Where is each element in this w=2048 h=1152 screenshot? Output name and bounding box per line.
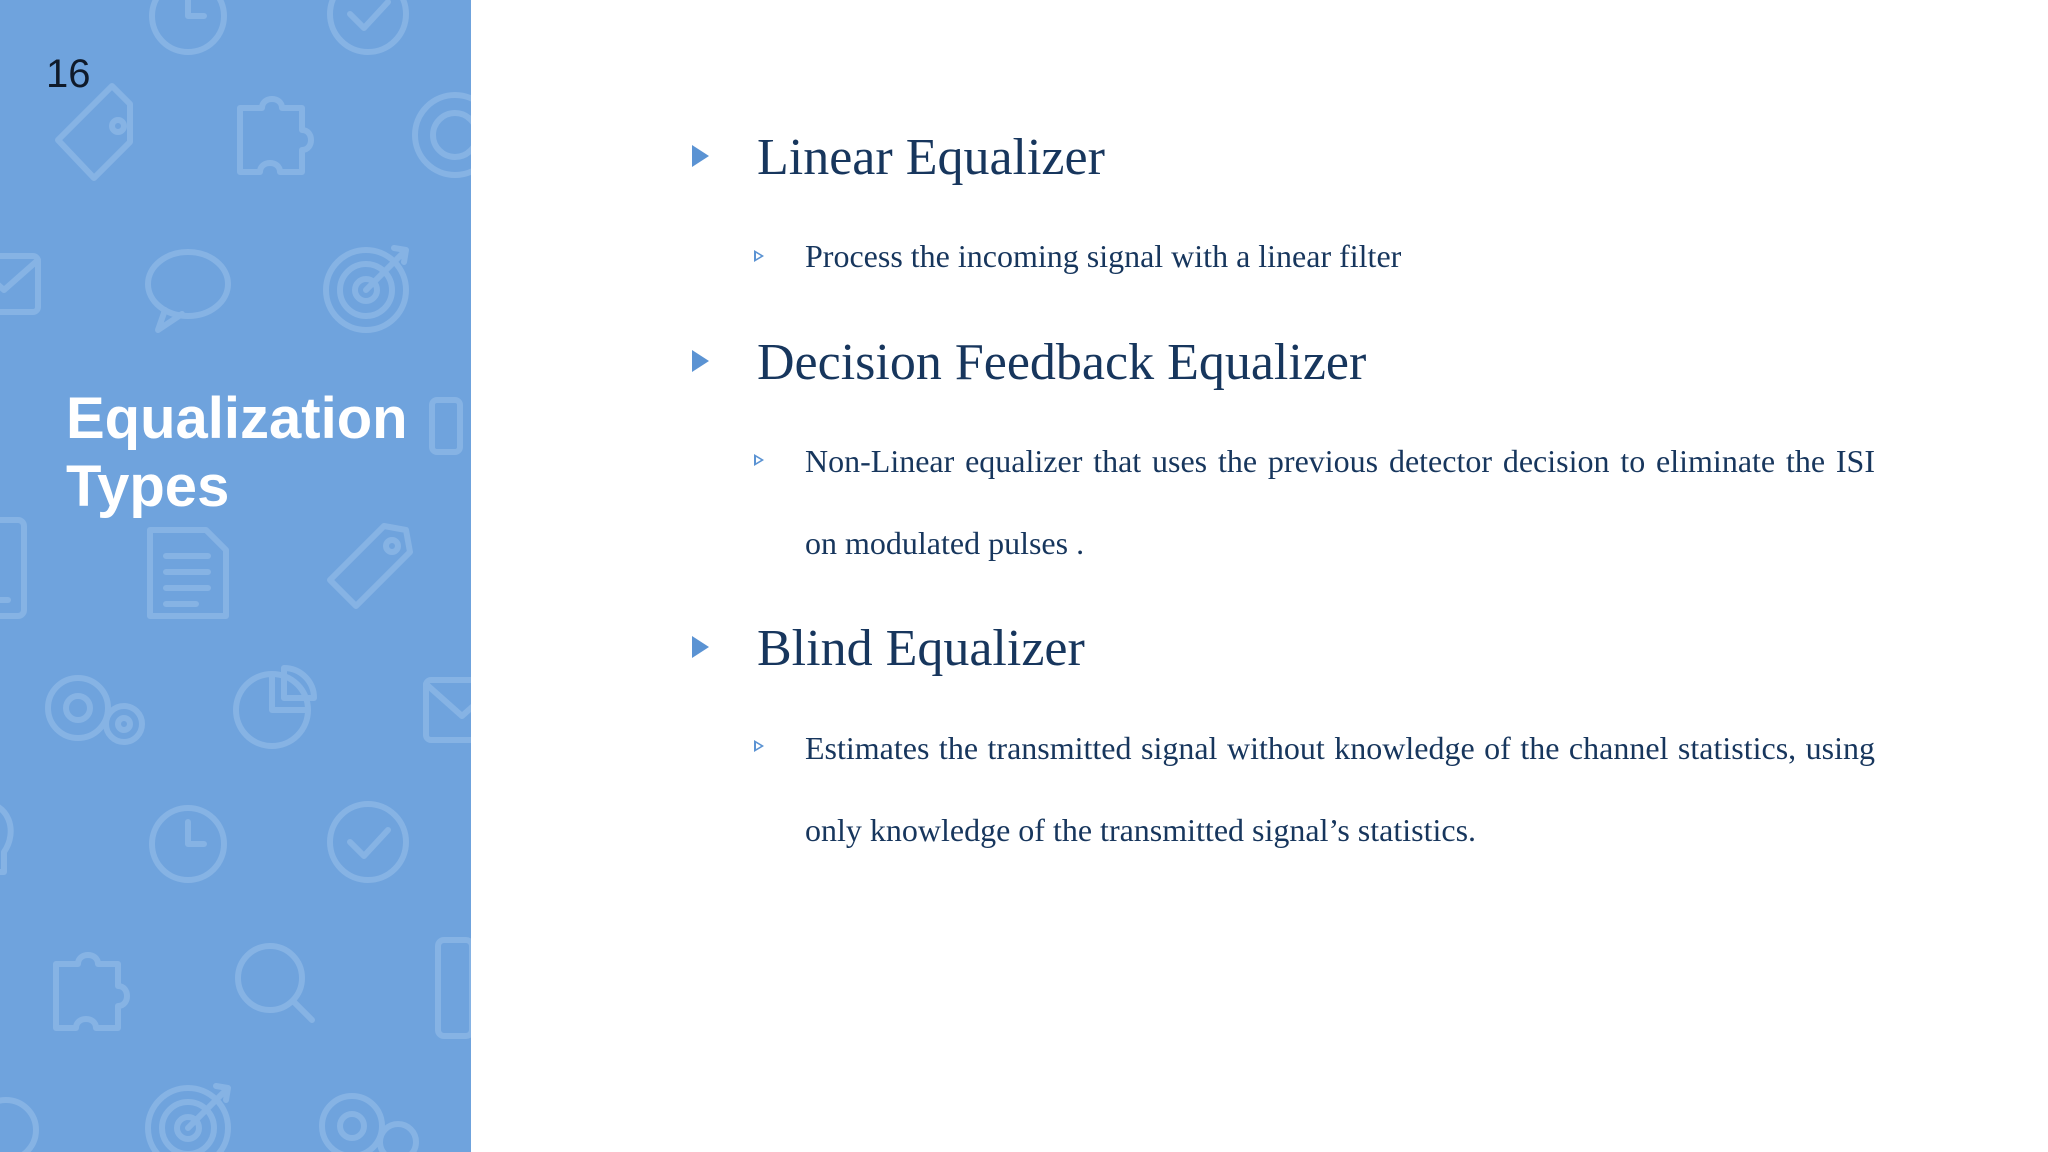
triangle-bullet-icon: [692, 350, 709, 372]
triangle-bullet-icon: [692, 636, 709, 658]
section-heading: Blind Equalizer: [757, 620, 1085, 677]
small-triangle-bullet-icon: [754, 740, 764, 752]
section-heading: Linear Equalizer: [757, 129, 1105, 186]
slide-title-line-1: Equalization: [66, 386, 408, 451]
slide-title-line-2: Types: [66, 454, 230, 519]
triangle-bullet-icon: [692, 145, 709, 167]
section-description: Process the incoming signal with a linear filter: [805, 238, 1402, 274]
section-description: Non-Linear equalizer that uses the previous detector decision to eliminate the ISI on modulated pulses .: [805, 443, 1875, 561]
section-heading: Decision Feedback Equalizer: [757, 334, 1367, 391]
small-triangle-bullet-icon: [754, 250, 764, 262]
small-triangle-bullet-icon: [754, 454, 764, 466]
slide-number: 16: [46, 52, 91, 96]
section-description: Estimates the transmitted signal without knowledge of the channel statistics, using only knowledge of the transmitted signal’s statistics.: [805, 730, 1875, 848]
